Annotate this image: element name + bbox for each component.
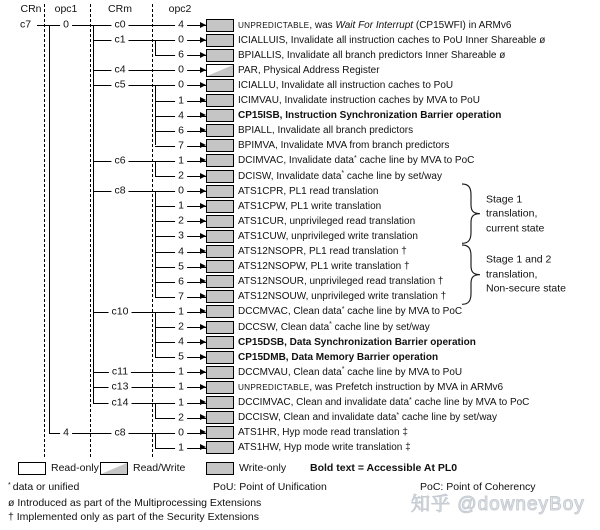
row-description-segment: ATS1CUR, unprivileged read translation: [238, 215, 416, 227]
row-description-segment: ICIALLUIS, Invalidate all instruction caches to PoU Inner Shareable ø: [238, 34, 546, 46]
access-box: [206, 139, 234, 152]
row-description: [238, 185, 378, 198]
row-description: [238, 170, 442, 183]
row-description-segment: cache line by MVA to PoU: [344, 366, 463, 378]
stage-brace: [459, 244, 483, 305]
row-description: [238, 94, 480, 107]
row-description-segment: Wait For Interrupt: [335, 19, 414, 31]
access-box: [206, 109, 234, 122]
opc2-value-label: 4: [175, 110, 187, 121]
row-description-segment: *: [341, 170, 345, 177]
row-description-segment: ATS12NSOPR, PL1 read translation †: [238, 246, 407, 257]
crn-value-label: c7: [20, 18, 32, 31]
crm-value-label: c8: [111, 186, 128, 197]
row-description-segment: BPIMVA, Invalidate MVA from branch predictors: [238, 140, 450, 152]
row-description-segment: cache line by MVA to PoC: [344, 306, 463, 318]
opc2-value-label: 0: [175, 35, 187, 46]
opc2-value-label: 7: [175, 291, 187, 302]
row-description-segment: ICIALLU, Invalidate all instruction caches to PoU: [238, 79, 454, 91]
access-box: [206, 154, 234, 167]
access-box: [206, 396, 234, 409]
row-description: [238, 245, 407, 258]
opc2-value-label: 4: [175, 246, 187, 257]
brace-label: [486, 192, 544, 236]
opc2-value-label: 1: [175, 442, 187, 453]
row-description-segment: DCCIMVAC, Clean and invalidate data: [238, 397, 410, 408]
row-description-segment: UNPREDICTABLE: [238, 382, 310, 392]
access-box: [206, 290, 234, 303]
row-description-segment: cache line by set/way: [399, 412, 497, 424]
opc2-group-line: [155, 161, 156, 176]
access-box: [206, 336, 234, 349]
row-description-segment: (CP15WFI) in ARMv6: [413, 19, 512, 31]
opc2-value-label: 0: [175, 80, 187, 91]
opc2-value-label: 2: [175, 171, 187, 182]
access-box: [206, 34, 234, 47]
crm-value-label: c0: [111, 20, 128, 31]
row-description: [238, 260, 410, 273]
opc2-value-label: 1: [175, 306, 187, 317]
opc2-value-label: 6: [175, 276, 187, 287]
access-box: [206, 441, 234, 454]
crm-value-label: c1: [111, 35, 128, 46]
row-description: [238, 64, 380, 77]
row-description-segment: UNPREDICTABLE: [238, 20, 310, 30]
access-box: [206, 94, 234, 107]
column-header-crm: CRm: [108, 3, 132, 15]
flow-line: [93, 191, 206, 192]
brace-label-line: Non-secure state: [486, 282, 566, 295]
row-description-segment: *: [409, 396, 412, 404]
brace-label: [486, 252, 566, 296]
opc2-group-line: [155, 403, 156, 418]
access-box: [206, 426, 234, 439]
crm-value-label: c13: [109, 382, 132, 393]
row-description: [238, 290, 446, 303]
row-description: [238, 109, 501, 122]
brace-label-line: translation,: [486, 267, 538, 280]
access-box: [206, 185, 234, 198]
flow-line: [93, 40, 206, 41]
row-description-segment: DCISW, Invalidate data: [238, 170, 342, 182]
access-box: [206, 260, 234, 273]
row-description-segment: cache line by MVA to PoC: [356, 155, 475, 167]
footnote-pou: PoU: Point of Unification: [213, 481, 327, 493]
dashed-separator: [44, 4, 45, 457]
row-description: [238, 124, 413, 137]
opc2-value-label: 1: [175, 397, 187, 408]
legend-bold-note: Bold text = Accessible At PL0: [310, 462, 458, 474]
row-description-segment: *: [329, 321, 332, 328]
asterisk-marker: *: [8, 481, 11, 489]
row-description: [238, 139, 449, 152]
row-description-segment: ATS1HR, Hyp mode read translation ‡: [238, 427, 408, 439]
access-box: [206, 351, 234, 364]
access-box: [206, 64, 234, 77]
row-description: [238, 336, 476, 349]
crm-trunk-line: [93, 25, 94, 403]
opc2-value-label: 5: [175, 352, 187, 363]
opc2-value-label: 1: [175, 201, 187, 212]
opc2-value-label: 1: [175, 95, 187, 106]
row-description-segment: BPIALL, Invalidate all branch predictors: [238, 125, 414, 137]
opc2-value-label: 6: [175, 50, 187, 61]
access-box: [206, 49, 234, 62]
brace-label-line: current state: [486, 222, 545, 234]
opc2-value-label: 1: [175, 382, 187, 393]
row-description: [238, 79, 453, 92]
brace-label-line: Stage 1 and 2: [486, 253, 552, 266]
access-box: [206, 411, 234, 424]
access-box: [206, 245, 234, 258]
row-description-segment: DCCSW, Clean data: [238, 321, 330, 333]
opc2-value-label: 0: [175, 427, 187, 438]
opc2-value-label: 4: [175, 20, 187, 31]
access-box: [206, 366, 234, 379]
crm-value-label: c11: [109, 367, 131, 378]
access-box: [206, 124, 234, 137]
row-description-segment: ATS1HW, Hyp mode write translation ‡: [238, 442, 411, 454]
row-description-segment: DCCISW, Clean and invalidate data: [238, 412, 397, 424]
flow-line: [93, 70, 206, 71]
row-description-segment: CP15ISB, Instruction Synchronization Barrier operation: [238, 110, 502, 122]
row-description-segment: DCIMVAC, Invalidate data: [238, 155, 354, 167]
opc2-group-line: [155, 85, 156, 145]
row-description: [238, 19, 511, 32]
opc2-value-label: 2: [175, 322, 187, 333]
opc2-group-line: [155, 433, 156, 448]
opc1-trunk-line: [49, 25, 50, 433]
access-box: [206, 200, 234, 213]
row-description-segment: *: [396, 411, 400, 419]
footnote-poc: PoC: Point of Coherency: [420, 481, 536, 493]
access-box: [206, 321, 234, 334]
legend-read-only-label: Read-only: [51, 462, 99, 474]
watermark: 知乎 @downeyBoy: [411, 494, 585, 515]
row-description-segment: ATS1CPR, PL1 read translation: [238, 185, 379, 197]
footnote-security: † Implemented only as part of the Security Extensions: [8, 511, 259, 523]
legend-read-write-label: Read/Write: [133, 462, 186, 474]
row-description-segment: CP15DMB, Data Memory Barrier operation: [238, 351, 439, 363]
dashed-separator: [90, 4, 91, 457]
access-box: [206, 19, 234, 32]
crm-value-label: c8: [111, 427, 128, 438]
row-description-segment: , was: [309, 19, 336, 31]
stage-brace: [459, 183, 483, 244]
row-description: [238, 49, 505, 62]
footnote-multiprocessing: ø Introduced as part of the Multiprocessing Extensions: [8, 497, 262, 509]
row-description: [238, 321, 430, 334]
access-box: [206, 215, 234, 228]
row-description-segment: ATS1CPW, PL1 write translation: [238, 200, 382, 212]
row-description: [238, 275, 443, 288]
access-box: [206, 275, 234, 288]
opc2-group-line: [155, 40, 156, 55]
row-description-segment: *: [341, 305, 345, 313]
row-description: [238, 426, 408, 439]
crm-value-label: c10: [109, 306, 132, 317]
row-description-segment: PAR, Physical Address Register: [238, 64, 380, 76]
opc1-value-label: 4: [60, 427, 72, 438]
row-description-segment: ATS12NSOUW, unprivileged write translation †: [238, 291, 447, 303]
opc2-value-label: 6: [175, 125, 187, 136]
legend-write-only-box: [206, 462, 234, 475]
row-description: [238, 411, 497, 424]
access-box: [206, 381, 234, 394]
legend-write-only-label: Write-only: [239, 462, 287, 474]
access-box: [206, 305, 234, 318]
footnote-data-or-unified: * data or unified: [8, 481, 80, 493]
opc2-value-label: 1: [175, 367, 187, 378]
crm-value-label: c4: [111, 65, 128, 76]
column-header-opc1: opc1: [54, 3, 78, 15]
row-description: [238, 200, 381, 213]
row-description-segment: *: [341, 366, 345, 374]
opc2-value-label: 0: [175, 186, 187, 197]
row-description: [238, 396, 529, 409]
row-description-segment: cache line by set/way: [344, 170, 442, 182]
opc2-value-label: 5: [175, 261, 187, 272]
legend-read-write-box: [100, 462, 128, 475]
row-description: [238, 230, 418, 243]
opc2-value-label: 1: [175, 155, 187, 166]
row-description-segment: *: [353, 154, 357, 162]
row-description: [238, 441, 411, 454]
legend-read-only-box: [18, 462, 46, 475]
row-description: [238, 34, 545, 47]
crm-value-label: c5: [111, 80, 128, 91]
crm-value-label: c6: [111, 155, 128, 166]
access-box: [206, 79, 234, 92]
row-description-segment: cache line by MVA to PoC: [411, 397, 530, 408]
brace-label-line: translation,: [486, 207, 538, 220]
row-description: [238, 381, 503, 394]
flow-line: [93, 85, 206, 86]
access-box: [206, 230, 234, 243]
row-description-segment: ATS12NSOPW, PL1 write translation †: [238, 261, 410, 273]
opc2-value-label: 2: [175, 412, 187, 423]
row-description: [238, 351, 438, 364]
row-description: [238, 215, 415, 228]
access-box: [206, 170, 234, 183]
row-description-segment: ATS1CUW, unprivileged write translation: [238, 230, 418, 242]
row-description-segment: ATS12NSOUR, unprivileged read translation †: [238, 276, 444, 288]
row-description-segment: cache line by set/way: [331, 321, 430, 333]
row-description-segment: BPIALLIS, Invalidate all branch predictors Inner Shareable ø: [238, 49, 506, 61]
row-description: [238, 366, 462, 379]
flow-line: [93, 161, 206, 162]
opc2-group-line: [155, 312, 156, 357]
column-header-crn: CRn: [20, 3, 42, 15]
opc2-value-label: 2: [175, 216, 187, 227]
opc2-value-label: 7: [175, 140, 187, 151]
row-description-segment: , was Prefetch instruction by MVA in ARMv6: [309, 381, 504, 393]
row-description: [238, 154, 474, 167]
opc2-value-label: 3: [175, 231, 187, 242]
row-description-segment: ICIMVAU, Invalidate instruction caches by MVA to PoU: [238, 95, 480, 106]
crm-value-label: c14: [109, 397, 132, 408]
row-description-segment: CP15DSB, Data Synchronization Barrier operation: [238, 336, 476, 348]
row-description-segment: DCCMVAU, Clean data: [238, 366, 342, 378]
brace-label-line: Stage 1: [486, 193, 523, 205]
column-header-opc2: opc2: [168, 3, 192, 15]
dashed-separator: [152, 4, 153, 457]
opc2-value-label: 4: [175, 337, 187, 348]
row-description-segment: DCCMVAC, Clean data: [238, 306, 342, 318]
opc2-value-label: 0: [175, 65, 187, 76]
row-description: [238, 305, 462, 318]
opc1-value-label: 0: [60, 20, 72, 31]
